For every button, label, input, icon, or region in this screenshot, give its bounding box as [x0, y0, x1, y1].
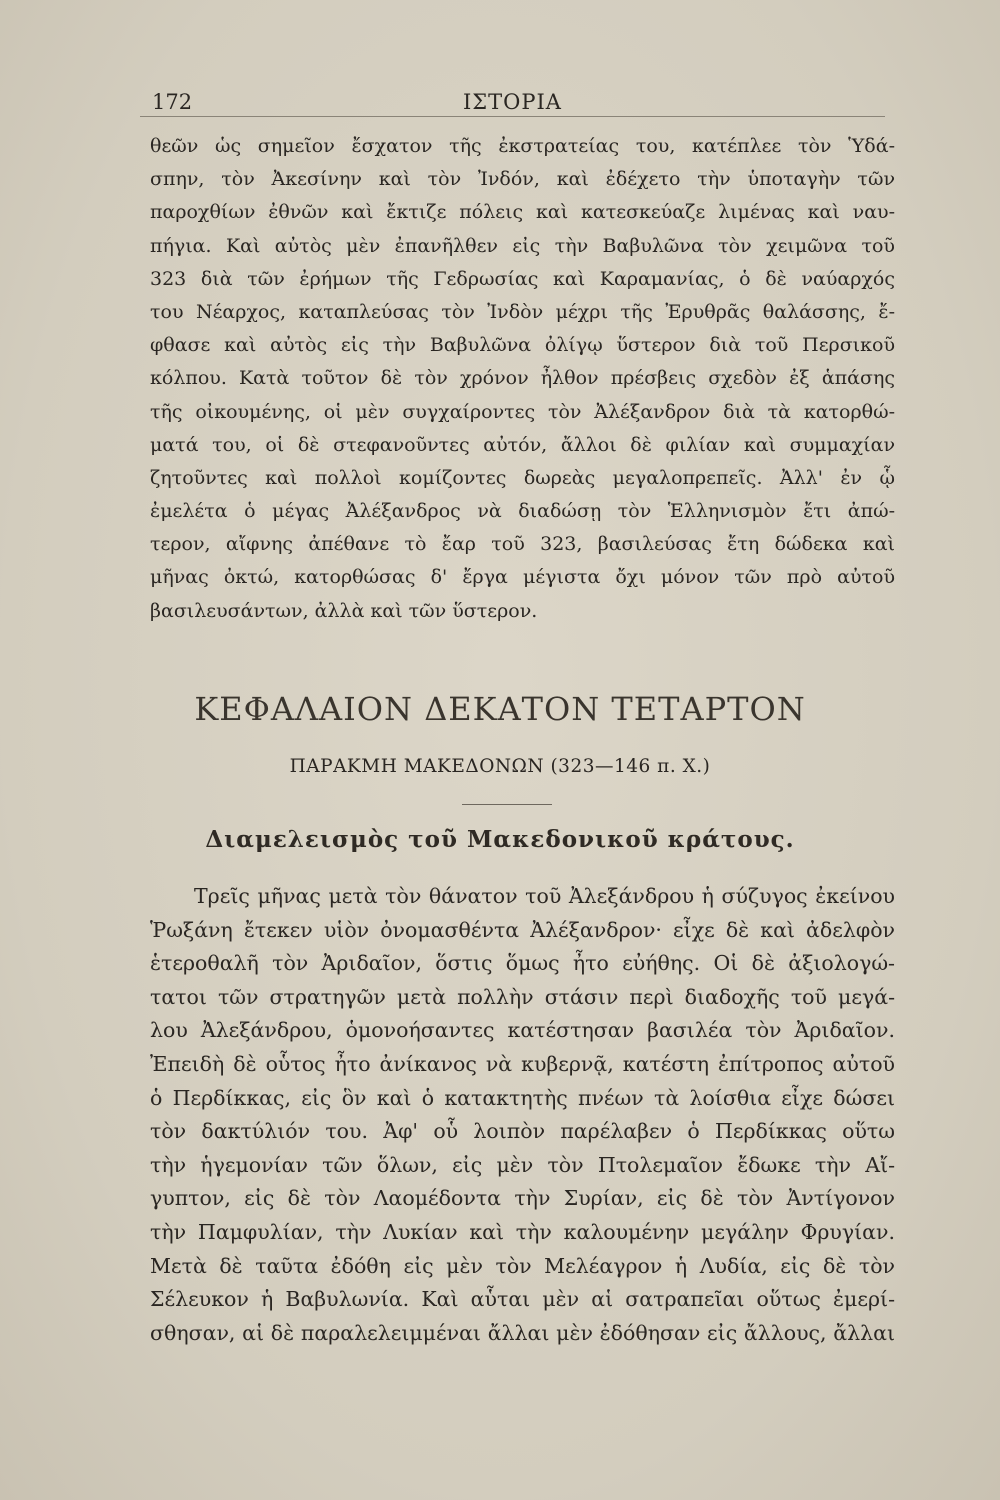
text-line: σθησαν, αἱ δὲ παραλελειμμέναι ἄλλαι μὲν ἐδόθησαν εἰς ἄλλους, ἄλλαι: [150, 1320, 895, 1345]
text-line: τὴν Παμφυλίαν, τὴν Λυκίαν καὶ τὴν καλουμένην μεγάλην Φρυγίαν.: [150, 1219, 895, 1244]
text-line: παροχθίων ἐθνῶν καὶ ἔκτιζε πόλεις καὶ κατεσκεύαζε λιμένας καὶ ναυ-: [150, 201, 895, 224]
text-line: τατοι τῶν στρατηγῶν μετὰ πολλὴν στάσιν περὶ διαδοχῆς τοῦ μεγά-: [150, 984, 895, 1009]
text-line: Μετὰ δὲ ταῦτα ἐδόθη εἰς μὲν τὸν Μελέαγρον ἡ Λυδία, εἰς δὲ τὸν: [150, 1253, 895, 1278]
text-line: Σέλευκον ἡ Βαβυλωνία. Καὶ αὗται μὲν αἱ σατραπεῖαι οὕτως ἐμερί-: [150, 1287, 895, 1312]
text-line: τὸν δακτύλιόν του. Ἀφ' οὗ λοιπὸν παρέλαβεν ὁ Περδίκκας οὕτω: [150, 1119, 895, 1144]
text-line: τὴν ἡγεμονίαν τῶν ὅλων, εἰς μὲν τὸν Πτολεμαῖον ἔδωκε τὴν Αἴ-: [150, 1152, 895, 1177]
text-line: θεῶν ὡς σημεῖον ἔσχατον τῆς ἐκστρατείας του, κατέπλεε τὸν Ὑδά-: [150, 135, 895, 157]
text-line: σπην, τὸν Ἀκεσίνην καὶ τὸν Ἰνδόν, καὶ ἐδέχετο τὴν ὑποταγὴν τῶν: [150, 168, 895, 191]
chapter-subtitle: ΠΑΡΑΚΜΗ ΜΑΚΕΔΟΝΩΝ (323—146 π. Χ.): [289, 756, 711, 777]
text-line: Ῥωξάνη ἔτεκεν υἱὸν ὀνομασθέντα Ἀλέξανδρον· εἶχε δὲ καὶ ἀδελφὸν: [150, 917, 895, 942]
text-line: ἑτεροθαλῆ τὸν Ἀριδαῖον, ὅστις ὅμως ἦτο εὐήθης. Οἱ δὲ ἀξιολογώ-: [150, 951, 895, 976]
text-line: Ἐπειδὴ δὲ οὗτος ἦτο ἀνίκανος νὰ κυβερνᾷ, κατέστη ἐπίτροπος αὐτοῦ: [150, 1051, 895, 1076]
text-line: τερον, αἴφνης ἀπέθανε τὸ ἔαρ τοῦ 323, βασιλεύσας ἔτη δώδεκα καὶ: [150, 533, 895, 556]
text-line: βασιλευσάντων, ἀλλὰ καὶ τῶν ὕστερον.: [150, 599, 538, 622]
running-title: ΙΣΤΟΡΙΑ: [463, 90, 562, 114]
text-line: γυπτον, εἰς δὲ τὸν Λαομέδοντα τὴν Συρίαν, εἰς δὲ τὸν Ἀντίγονον: [150, 1186, 895, 1211]
text-line: ὁ Περδίκκας, εἰς ὃν καὶ ὁ κατακτητὴς πνέων τὰ λοίσθια εἶχε δώσει: [150, 1085, 895, 1110]
page-number: 172: [152, 90, 193, 114]
page-header: [140, 88, 885, 117]
text-line: 323 διὰ τῶν ἐρήμων τῆς Γεδρωσίας καὶ Καραμανίας, ὁ δὲ ναύαρχός: [150, 267, 895, 290]
chapter-title: ΚΕΦΑΛΑΙΟΝ ΔΕΚΑΤΟΝ ΤΕΤΑΡΤΟΝ: [194, 690, 806, 728]
text-line: λου Ἀλεξάνδρου, ὁμονοήσαντες κατέστησαν βασιλέα τὸν Ἀριδαῖον.: [150, 1018, 895, 1043]
text-line: ἐμελέτα ὁ μέγας Ἀλέξανδρος νὰ διαδώσῃ τὸν Ἑλληνισμὸν ἔτι ἀπώ-: [150, 500, 895, 523]
paragraph-2: [150, 880, 895, 1350]
text-line: ζητοῦντες καὶ πολλοὶ κομίζοντες δωρεὰς μεγαλοπρεπεῖς. Ἀλλ' ἐν ᾧ: [150, 466, 895, 489]
text-line: τῆς οἰκουμένης, οἱ μὲν συγχαίροντες τὸν Ἀλέξανδρον διὰ τὰ κατορθώ-: [150, 400, 895, 423]
text-line: μῆνας ὀκτώ, κατορθώσας δ' ἔργα μέγιστα ὄχι μόνον τῶν πρὸ αὐτοῦ: [150, 566, 895, 589]
section-heading: Διαμελεισμὸς τοῦ Μακεδονικοῦ κράτους.: [205, 826, 795, 853]
text-line: κόλπου. Κατὰ τοῦτον δὲ τὸν χρόνον ἦλθον πρέσβεις σχεδὸν ἐξ ἁπάσης: [150, 367, 895, 390]
text-line: φθασε καὶ αὐτὸς εἰς τὴν Βαβυλῶνα ὀλίγῳ ὕστερον διὰ τοῦ Περσικοῦ: [150, 334, 895, 357]
text-line: πήγια. Καὶ αὐτὸς μὲν ἐπανῆλθεν εἰς τὴν Βαβυλῶνα τὸν χειμῶνα τοῦ: [150, 234, 895, 257]
text-line: ματά του, οἱ δὲ στεφανοῦντες αὐτόν, ἄλλοι δὲ φιλίαν καὶ συμμαχίαν: [150, 433, 895, 456]
text-line: του Νέαρχος, καταπλεύσας τὸν Ἰνδὸν μέχρι τῆς Ἐρυθρᾶς θαλάσσης, ἔ-: [150, 300, 895, 323]
text-line: Τρεῖς μῆνας μετὰ τὸν θάνατον τοῦ Ἀλεξάνδρου ἡ σύζυγος ἐκείνου: [194, 884, 895, 908]
paragraph-1: [150, 130, 895, 628]
divider-rule: [462, 804, 552, 805]
